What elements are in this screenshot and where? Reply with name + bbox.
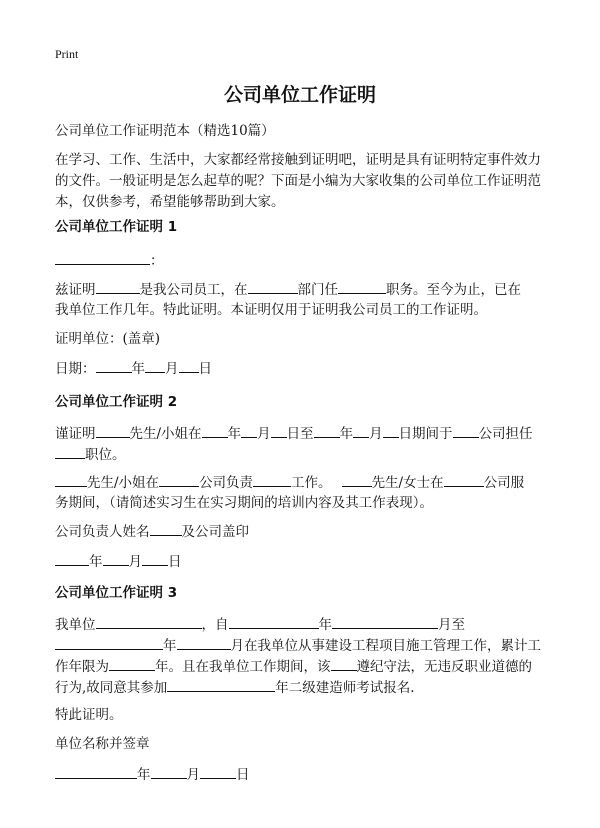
blank-field (142, 551, 168, 566)
print-link[interactable]: Print (55, 47, 79, 61)
section-2-heading: 公司单位工作证明 2 (55, 394, 178, 410)
blank-field (331, 656, 357, 671)
blank-field (55, 635, 163, 650)
section-2-date: 年 月 日 (55, 551, 550, 573)
section-3-line-4: 行为,故同意其参加 年二级建造师考试报名. (55, 677, 550, 699)
intro-paragraph: 在学习、工作、生活中，大家都经常接触到证明吧，证明是具有证明特定事件效力的文件。一般证明是怎么起草的呢？下面是小编为大家收集的公司单位工作证明范本，仅供参考，希望能够帮助到大家。 (55, 152, 541, 210)
blank-field (150, 521, 182, 536)
blank-field (151, 764, 187, 779)
section-1-body-line-1: 兹证明 是我公司员工，在 部门任 职务。至今为止，已在 (55, 279, 550, 301)
page-title: 公司单位工作证明 (223, 84, 376, 106)
blank-field (159, 472, 199, 487)
blank-field (202, 423, 228, 438)
blank-field (55, 764, 137, 779)
section-2-para-2-line-2: 务期间，（请简述实习生在实习期间的培训内容及其工作表现）。 (55, 495, 433, 511)
blank-field (453, 423, 479, 438)
blank-field (248, 279, 298, 294)
section-3-signature: 单位名称并签章 (55, 736, 150, 752)
section-1-body-line-2: 我单位工作几年。特此证明。本证明仅用于证明我公司员工的工作证明。 (55, 302, 487, 318)
section-1-addressee-line (55, 250, 550, 272)
blank-field (383, 423, 399, 438)
blank-field (96, 358, 132, 373)
blank-field (103, 551, 129, 566)
section-3-line-2: 年 月在我单位从事建设工程项目施工管理工作，累计工 (55, 635, 550, 657)
section-1-date: 日期： 年 月 日 (55, 358, 550, 380)
blank-field (55, 551, 89, 566)
section-3-closing: 特此证明。 (55, 707, 123, 723)
section-2-signer-line: 公司负责人姓名 及公司盖印 (55, 521, 550, 543)
blank-field (109, 656, 155, 671)
section-2-para-1-line-1: 谨证明 先生/小姐在 年 月 日至 年 月 日期间于 公司担任 (55, 423, 550, 445)
section-1-unit: 证明单位：(盖章) (55, 331, 161, 347)
blank-field (96, 279, 140, 294)
blank-field (342, 472, 372, 487)
blank-field (167, 677, 275, 692)
colon-text: ： (150, 253, 164, 269)
blank-field (55, 444, 85, 459)
blank-field (353, 423, 369, 438)
blank-field (200, 764, 236, 779)
blank-field (332, 614, 438, 629)
blank-field (241, 423, 257, 438)
blank-field (55, 472, 87, 487)
blank-field (444, 472, 484, 487)
blank-field (55, 250, 150, 265)
blank-field (338, 279, 386, 294)
subtitle: 公司单位工作证明范本（精选10篇） (55, 123, 275, 139)
blank-field (271, 423, 287, 438)
section-2-para-2-line-1: 先生/小姐在 公司负责 工作。 先生/女士在 公司服 (55, 472, 550, 494)
blank-field (145, 358, 165, 373)
section-3-heading: 公司单位工作证明 3 (55, 585, 178, 601)
section-3-line-1: 我单位 ，自 年 月至 (55, 614, 550, 636)
blank-field (314, 423, 340, 438)
blank-field (253, 472, 291, 487)
blank-field (96, 614, 202, 629)
section-2-para-1-line-2: 职位。 (55, 444, 550, 466)
blank-field (179, 358, 199, 373)
section-3-line-3: 作年限为 年。且在我单位工作期间，该 遵纪守法，无违反职业道德的 (55, 656, 550, 678)
section-1-heading: 公司单位工作证明 1 (55, 219, 178, 235)
blank-field (229, 614, 319, 629)
blank-field (177, 635, 231, 650)
blank-field (96, 423, 130, 438)
section-3-date: 年 月 日 (55, 764, 550, 786)
